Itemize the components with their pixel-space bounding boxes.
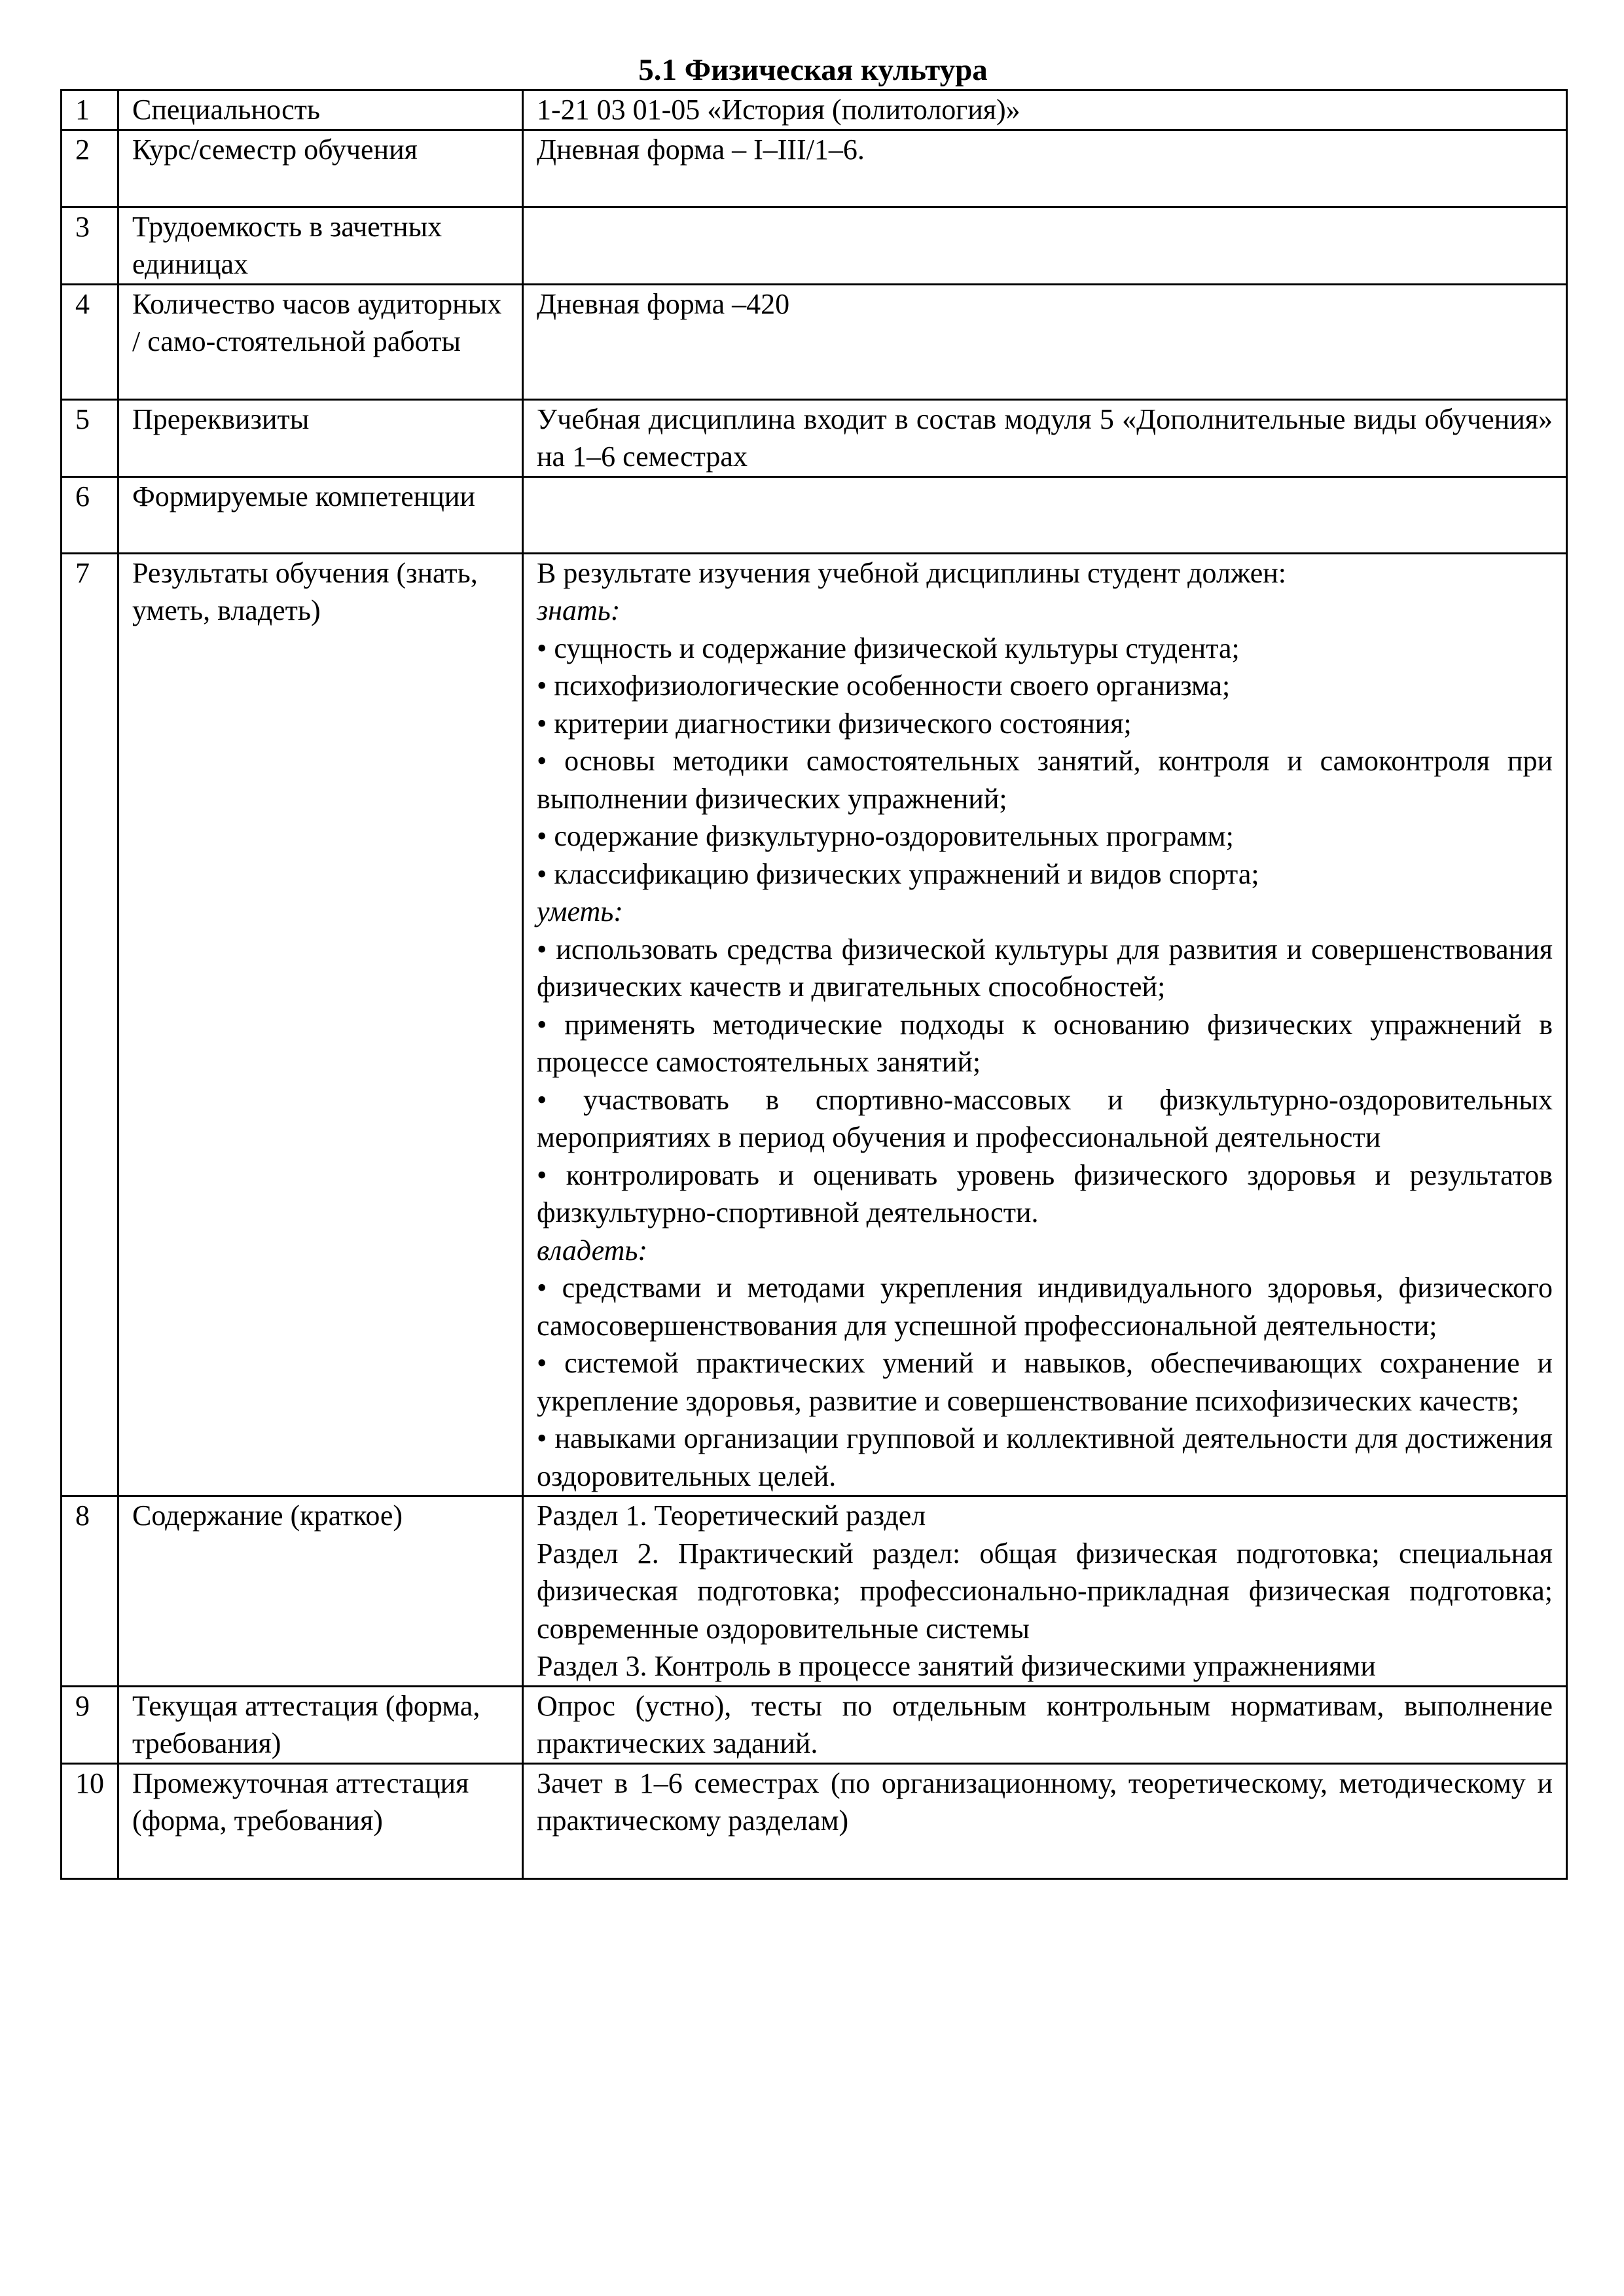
know-heading: знать: bbox=[537, 594, 621, 626]
list-item: • контролировать и оценивать уровень физического здоровья и результатов физкультурно-спортивной деятельности. bbox=[537, 1158, 1553, 1229]
row-label: Количество часов аудиторных / само-стоятельной работы bbox=[118, 284, 523, 399]
list-item: • основы методики самостоятельных занятий, контроля и самоконтроля при выполнении физических упражнений; bbox=[537, 745, 1553, 815]
list-item: • системой практических умений и навыков, обеспечивающих сохранение и укрепление здоровья, развитие и совершенствование психофизических качеств; bbox=[537, 1347, 1553, 1417]
list-item: • применять методические подходы к основанию физических упражнений в процессе самостоятельных занятий; bbox=[537, 1008, 1553, 1078]
row-content: Зачет в 1–6 семестрах (по организационному, теоретическому, методическому и практическому разделам) bbox=[523, 1763, 1567, 1878]
row-label: Содержание (краткое) bbox=[118, 1496, 523, 1687]
discipline-table bbox=[60, 89, 1568, 1880]
table-row bbox=[62, 1496, 1567, 1687]
table-row bbox=[62, 90, 1567, 130]
list-item: • навыками организации групповой и коллективной деятельности для достижения оздоровительных целей. bbox=[537, 1422, 1553, 1492]
row-number: 10 bbox=[62, 1763, 118, 1878]
row-content: 1-21 03 01-05 «История (политология)» bbox=[523, 90, 1567, 130]
list-item: • психофизиологические особенности своего организма; bbox=[537, 670, 1231, 702]
row-label: Трудоемкость в зачетных единицах bbox=[118, 207, 523, 284]
document-title: 5.1 Физическая культура bbox=[638, 53, 988, 87]
row-label: Текущая аттестация (форма, требования) bbox=[118, 1686, 523, 1763]
outcomes-intro: В результате изучения учебной дисциплины студент должен: bbox=[537, 556, 1287, 589]
table-row bbox=[62, 130, 1567, 207]
list-item: • участвовать в спортивно-массовых и физкультурно-оздоровительных мероприятиях в период обучения и профессиональной деятельности bbox=[537, 1083, 1553, 1153]
list-item: Раздел 3. Контроль в процессе занятий физическими упражнениями bbox=[537, 1650, 1376, 1682]
list-item: Раздел 1. Теоретический раздел bbox=[537, 1499, 926, 1532]
row-label: Результаты обучения (знать, уметь, владеть) bbox=[118, 553, 523, 1496]
row-label: Курс/семестр обучения bbox=[118, 130, 523, 207]
row-number: 6 bbox=[62, 476, 118, 553]
list-item: • классификацию физических упражнений и видов спорта; bbox=[537, 857, 1259, 890]
row-label: Специальность bbox=[118, 90, 523, 130]
row-number: 1 bbox=[62, 90, 118, 130]
list-item: • средствами и методами укрепления индивидуального здоровья, физического самосовершенствования для успешной профессиональной деятельности; bbox=[537, 1272, 1553, 1342]
row-label: Промежуточная аттестация (форма, требования) bbox=[118, 1763, 523, 1878]
row-number: 4 bbox=[62, 284, 118, 399]
row-content: Дневная форма –420 bbox=[523, 284, 1567, 399]
table-row bbox=[62, 284, 1567, 399]
table-row bbox=[62, 476, 1567, 553]
learning-outcomes bbox=[523, 553, 1567, 1496]
row-content: Дневная форма – I–III/1–6. bbox=[523, 130, 1567, 207]
document-page bbox=[60, 51, 1566, 1880]
table-row bbox=[62, 553, 1567, 1496]
row-number: 8 bbox=[62, 1496, 118, 1687]
row-content bbox=[523, 207, 1567, 284]
list-item: • критерии диагностики физического состояния; bbox=[537, 707, 1132, 740]
table-row bbox=[62, 1763, 1567, 1878]
own-heading: владеть: bbox=[537, 1234, 648, 1266]
row-number: 3 bbox=[62, 207, 118, 284]
row-number: 5 bbox=[62, 399, 118, 476]
list-item: Раздел 2. Практический раздел: общая физическая подготовка; специальная физическая подготовка; профессионально-прикладная физическая подготовка; современные оздоровительные системы bbox=[537, 1537, 1553, 1645]
row-number: 2 bbox=[62, 130, 118, 207]
row-content: Опрос (устно), тесты по отдельным контрольным нормативам, выполнение практических заданий. bbox=[523, 1686, 1567, 1763]
row-label: Пререквизиты bbox=[118, 399, 523, 476]
list-item: • использовать средства физической культуры для развития и совершенствования физических качеств и двигательных способностей; bbox=[537, 933, 1553, 1003]
list-item: • содержание физкультурно-оздоровительных программ; bbox=[537, 820, 1234, 852]
row-number: 9 bbox=[62, 1686, 118, 1763]
table-row bbox=[62, 1686, 1567, 1763]
can-heading: уметь: bbox=[537, 895, 623, 927]
table-row bbox=[62, 207, 1567, 284]
list-item: • сущность и содержание физической культуры студента; bbox=[537, 632, 1240, 664]
row-number: 7 bbox=[62, 553, 118, 1496]
row-label: Формируемые компетенции bbox=[118, 476, 523, 553]
course-content bbox=[523, 1496, 1567, 1687]
row-content bbox=[523, 476, 1567, 553]
table-row bbox=[62, 399, 1567, 476]
row-content: Учебная дисциплина входит в состав модуля 5 «Дополнительные виды обучения» на 1–6 семестрах bbox=[523, 399, 1567, 476]
